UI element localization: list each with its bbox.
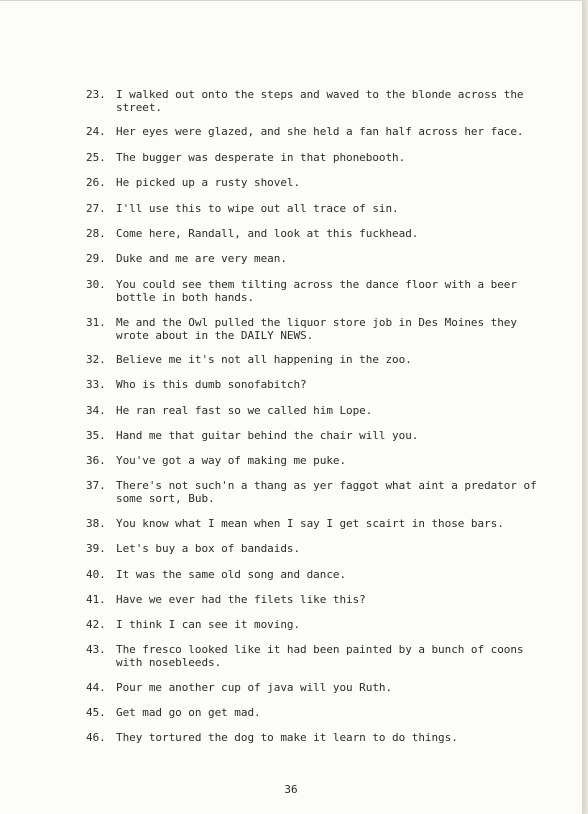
list-item <box>86 568 556 581</box>
list-item <box>86 681 556 694</box>
list-item <box>86 706 556 719</box>
item-text: Come here, Randall, and look at this fuckhead. <box>116 227 419 240</box>
list-item <box>86 479 556 505</box>
item-number: 45. <box>86 706 106 719</box>
item-number: 32. <box>86 353 106 366</box>
list-item <box>86 316 556 342</box>
item-text: I'll use this to wipe out all trace of sin. <box>116 202 399 215</box>
item-text: The bugger was desperate in that phonebooth. <box>116 151 406 164</box>
list-item <box>86 542 556 555</box>
item-number: 34. <box>86 404 106 417</box>
list-item <box>86 252 556 265</box>
item-text: The fresco looked like it had been painted by a bunch of coons with nosebleeds. <box>116 643 524 669</box>
list-item <box>86 517 556 530</box>
item-text: Get mad go on get mad. <box>116 706 261 719</box>
item-text: He picked up a rusty shovel. <box>116 176 301 189</box>
item-number: 25. <box>86 151 106 164</box>
item-number: 24. <box>86 125 106 138</box>
item-text: Let's buy a box of bandaids. <box>116 542 301 555</box>
item-number: 43. <box>86 643 106 656</box>
item-text: Who is this dumb sonofabitch? <box>116 378 307 391</box>
item-number: 37. <box>86 479 106 492</box>
list-item <box>86 176 556 189</box>
item-number: 39. <box>86 542 106 555</box>
item-text: He ran real fast so we called him Lope. <box>116 404 373 417</box>
item-number: 40. <box>86 568 106 581</box>
item-text: Pour me another cup of java will you Ruth. <box>116 681 393 694</box>
item-number: 44. <box>86 681 106 694</box>
list-item <box>86 151 556 164</box>
item-number: 41. <box>86 593 106 606</box>
list-item <box>86 278 556 304</box>
item-text: Her eyes were glazed, and she held a fan half across her face. <box>116 125 524 138</box>
item-number: 38. <box>86 517 106 530</box>
list-item <box>86 731 556 744</box>
item-text: They tortured the dog to make it learn to do things. <box>116 731 458 744</box>
item-number: 46. <box>86 731 106 744</box>
item-number: 28. <box>86 227 106 240</box>
page-number: 36 <box>284 783 298 796</box>
item-number: 33. <box>86 378 106 391</box>
item-number: 29. <box>86 252 106 265</box>
item-text: You know what I mean when I say I get scairt in those bars. <box>116 517 504 530</box>
item-number: 42. <box>86 618 106 631</box>
item-number: 26. <box>86 176 106 189</box>
item-number: 31. <box>86 316 106 329</box>
item-number: 30. <box>86 278 106 291</box>
list-item <box>86 125 556 138</box>
item-number: 23. <box>86 88 106 101</box>
list-item <box>86 88 556 114</box>
list-item <box>86 618 556 631</box>
list-item <box>86 643 556 669</box>
item-text: You've got a way of making me puke. <box>116 454 347 467</box>
list-item <box>86 404 556 417</box>
item-text: I walked out onto the steps and waved to the blonde across the street. <box>116 88 524 114</box>
item-text: Duke and me are very mean. <box>116 252 287 265</box>
item-number: 35. <box>86 429 106 442</box>
item-text: I think I can see it moving. <box>116 618 301 631</box>
list-item <box>86 353 556 366</box>
item-text: You could see them tilting across the dance floor with a beer bottle in both hands. <box>116 278 517 304</box>
list-item <box>86 593 556 606</box>
item-text: It was the same old song and dance. <box>116 568 347 581</box>
item-text: Believe me it's not all happening in the zoo. <box>116 353 412 366</box>
item-number: 36. <box>86 454 106 467</box>
item-text: Have we ever had the filets like this? <box>116 593 366 606</box>
item-number: 27. <box>86 202 106 215</box>
list-item <box>86 429 556 442</box>
item-text: Hand me that guitar behind the chair will you. <box>116 429 419 442</box>
list-item <box>86 227 556 240</box>
list-item <box>86 202 556 215</box>
list-item <box>86 454 556 467</box>
item-text: There's not such'n a thang as yer faggot what aint a predator of some sort, Bub. <box>116 479 537 505</box>
item-text: Me and the Owl pulled the liquor store job in Des Moines they wrote about in the DAILY NEWS. <box>116 316 517 342</box>
list-item <box>86 378 556 391</box>
